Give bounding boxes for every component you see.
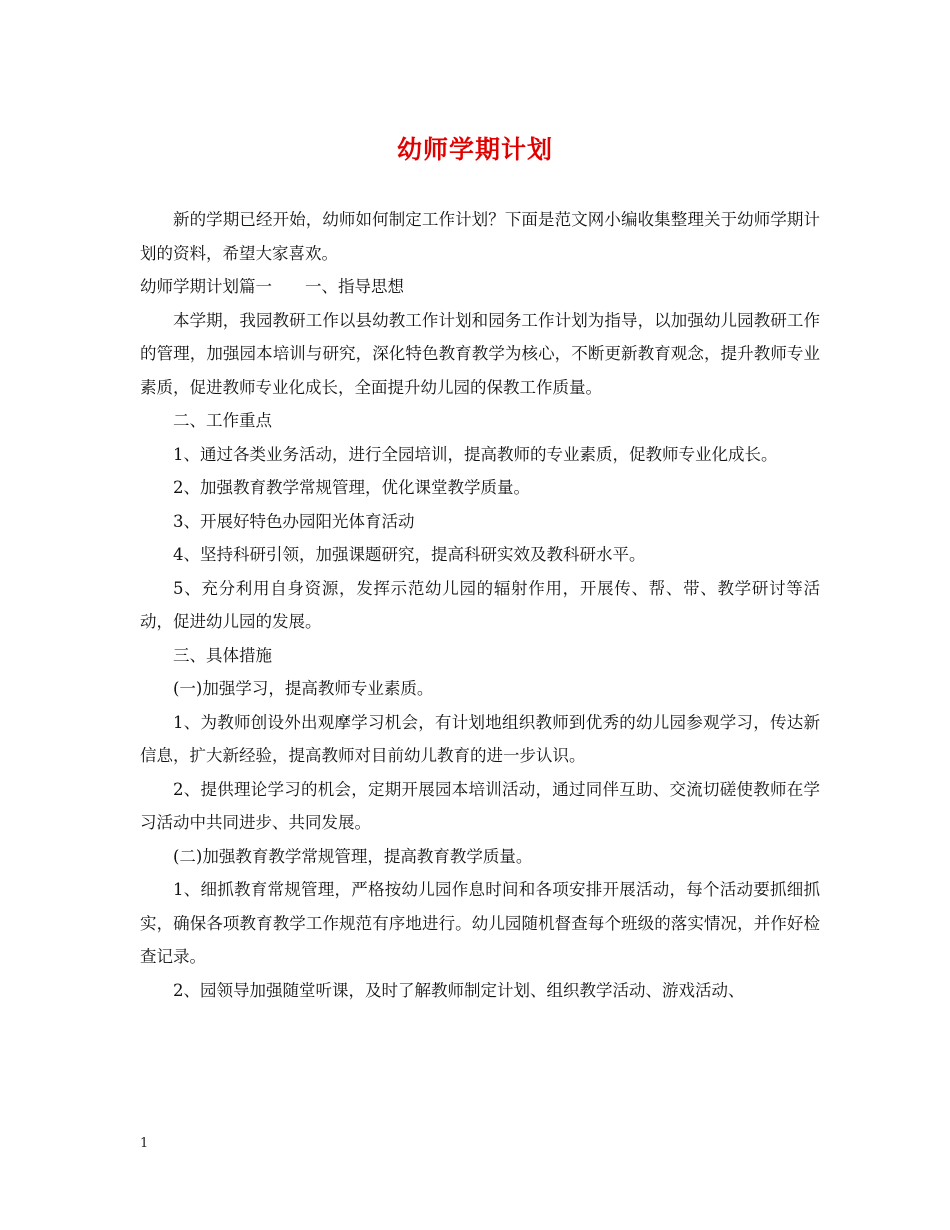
document-title: 幼师学期计划 [396,135,553,164]
section-heading-measures: 三、具体措施 [173,645,272,665]
page-number: 1 [140,1136,149,1151]
subsection-heading-study: (一)加强学习，提高教师专业素质。 [173,679,434,698]
list-item-management-1: 1、细抓教育常规管理，严格按幼儿园作息时间和各项安排开展活动，每个活动要抓细抓实，确保各项教育教学工作规范有序地进行。幼儿园随机督查每个班级的落实情况，并作好检查记录。 [140,880,820,966]
list-item-study-2: 2、提供理论学习的机会，定期开展园本培训活动，通过同伴互助、交流切磋使教师在学习活动中共同进步、共同发展。 [140,779,820,832]
list-item-focus-4: 4、坚持科研引领，加强课题研究，提高科研实效及教科研水平。 [173,545,646,564]
section-heading-work-focus: 二、工作重点 [173,411,272,430]
intro-paragraph: 新的学期已经开始，幼师如何制定工作计划？下面是范文网小编收集整理关于幼师学期计划的资料，希望大家喜欢。 [140,210,820,263]
list-item-study-1: 1、为教师创设外出观摩学习机会，有计划地组织教师到优秀的幼儿园参观学习，传达新信息，扩大新经验，提高教师对目前幼儿教育的进一步认识。 [140,712,820,765]
document-body [140,203,820,1007]
list-item-focus-5: 5、充分利用自身资源，发挥示范幼儿园的辐射作用，开展传、帮、带、教学研讨等活动，促进幼儿园的发展。 [140,578,820,631]
section-heading-guiding-ideas: 幼师学期计划篇一 一、指导思想 [140,277,404,296]
list-item-focus-2: 2、加强教育教学常规管理，优化课堂教学质量。 [173,478,530,497]
subsection-heading-management: (二)加强教育教学常规管理，提高教育教学质量。 [173,846,533,866]
list-item-management-2: 2、园领导加强随堂听课，及时了解教师制定计划、组织教学活动、游戏活动、 [173,980,745,1000]
list-item-focus-1: 1、通过各类业务活动，进行全园培训，提高教师的专业素质，促教师专业化成长。 [173,444,778,464]
list-item-focus-3: 3、开展好特色办园阳光体育活动 [173,511,415,531]
paragraph-guiding-ideas: 本学期，我园教研工作以县幼教工作计划和园务工作计划为指导，以加强幼儿园教研工作的管理，加强园本培训与研究，深化特色教育教学为核心，不断更新教育观念，提升教师专业素质，促进教师专业化成长，全面提升幼儿园的保教工作质量。 [140,310,820,397]
